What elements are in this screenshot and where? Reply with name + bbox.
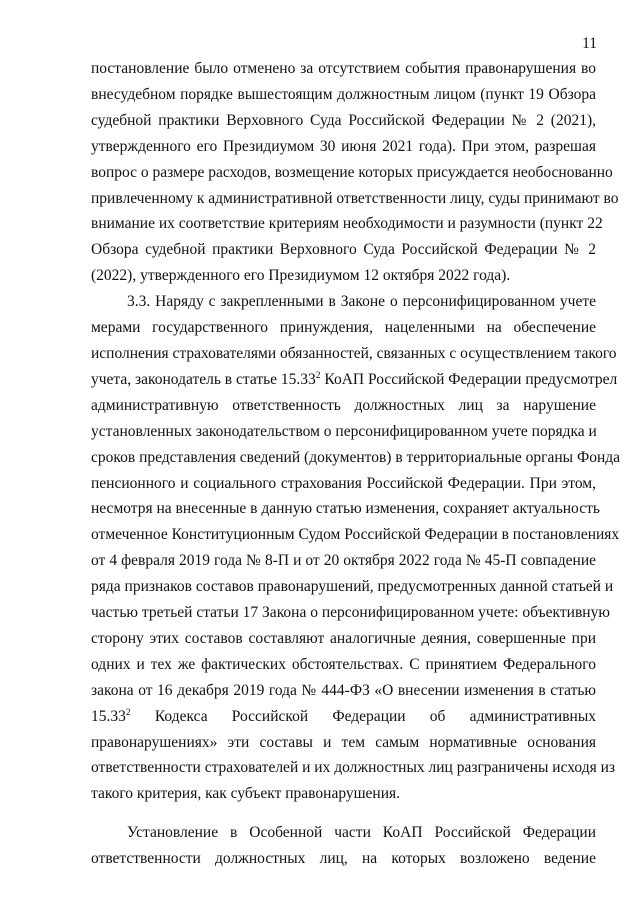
text-line: административную ответственность должностных лиц за нарушение (91, 396, 596, 414)
document-body (91, 56, 621, 872)
text-line: исполнения страхователями обязанностей, связанных с осуществлением такого (91, 344, 617, 362)
text-line: привлеченному к административной ответственности лицу, суды принимают во (91, 189, 619, 207)
text-line: частью третьей статьи 17 Закона о персонифицированном учете: объективную (91, 604, 610, 622)
text-line: такого критерия, как субъект правонарушения. (91, 785, 401, 803)
text-line: ответственности страхователей и их должностных лиц разграничены исходя из (91, 759, 616, 777)
superscript: 2 (315, 370, 321, 381)
text-line: вопрос о размере расходов, возмещение которых присуждается необоснованно (91, 163, 613, 181)
text-line: от 4 февраля 2019 года № 8-П и от 20 октября 2022 года № 45-П совпадение (91, 552, 596, 570)
paragraph-1 (91, 56, 619, 289)
text-fragment: учета, законодатель в статье 15.33 (91, 370, 316, 388)
text-line: 3.3. Наряду с закрепленными в Законе о персонифицированном учете (127, 293, 596, 311)
paragraph-2 (91, 289, 621, 807)
text-line: Обзора судебной практики Верховного Суда Российской Федерации № 2 (91, 241, 596, 259)
text-line: мерами государственного принуждения, нацеленными на обеспечение (91, 319, 596, 337)
text-fragment: Кодекса Российской Федерации об административных (154, 707, 596, 725)
text-fragment: КоАП Российской Федерации предусмотрел (324, 370, 618, 388)
text-fragment: 15.33 (91, 707, 126, 725)
text-line: (2022), утвержденного его Президиумом 12 октября 2022 года). (91, 267, 511, 285)
text-line: утвержденного его Президиумом 30 июня 2021 года). При этом, разрешая (91, 137, 596, 155)
text-line: ответственности должностных лиц, на которых возложено ведение (91, 850, 596, 868)
text-line: ряда признаков составов правонарушений, предусмотренных данной статьей и (91, 578, 614, 596)
text-line: внесудебном порядке вышестоящим должностным лицом (пункт 19 Обзора (91, 85, 596, 103)
text-line: пенсионного и социального страхования Российской Федерации. При этом, (91, 474, 596, 492)
text-line: одних и тех же фактических обстоятельствах. С принятием Федерального (91, 655, 596, 673)
paragraph-3 (91, 820, 596, 872)
text-line: правонарушениях» эти составы и тем самым нормативные основания (91, 733, 596, 751)
text-line-with-sup (91, 704, 596, 730)
text-line: внимание их соответствие критериям необходимости и разумности (пункт 22 (91, 215, 603, 233)
text-line: установленных законодательством о персонифицированном учете порядка и (91, 422, 597, 440)
text-line: отмеченное Конституционным Судом Российской Федерации в постановлениях (91, 526, 620, 544)
text-line: сторону этих составов составляют аналогичные деяния, совершенные при (91, 629, 596, 647)
text-line: сроков представления сведений (документов) в территориальные органы Фонда (91, 448, 621, 466)
text-line: несмотря на внесенные в данную статью изменения, сохраняет актуальность (91, 500, 600, 518)
text-line-with-sup (91, 367, 618, 393)
text-line: Установление в Особенной части КоАП Российской Федерации (127, 824, 596, 842)
text-line: постановление было отменено за отсутствием события правонарушения во (91, 60, 596, 77)
text-line: судебной практики Верховного Суда Российской Федерации № 2 (2021), (91, 111, 596, 129)
superscript: 2 (125, 707, 131, 718)
page-number: 11 (582, 35, 597, 52)
text-line: закона от 16 декабря 2019 года № 444-ФЗ «О внесении изменения в статью (91, 681, 596, 699)
